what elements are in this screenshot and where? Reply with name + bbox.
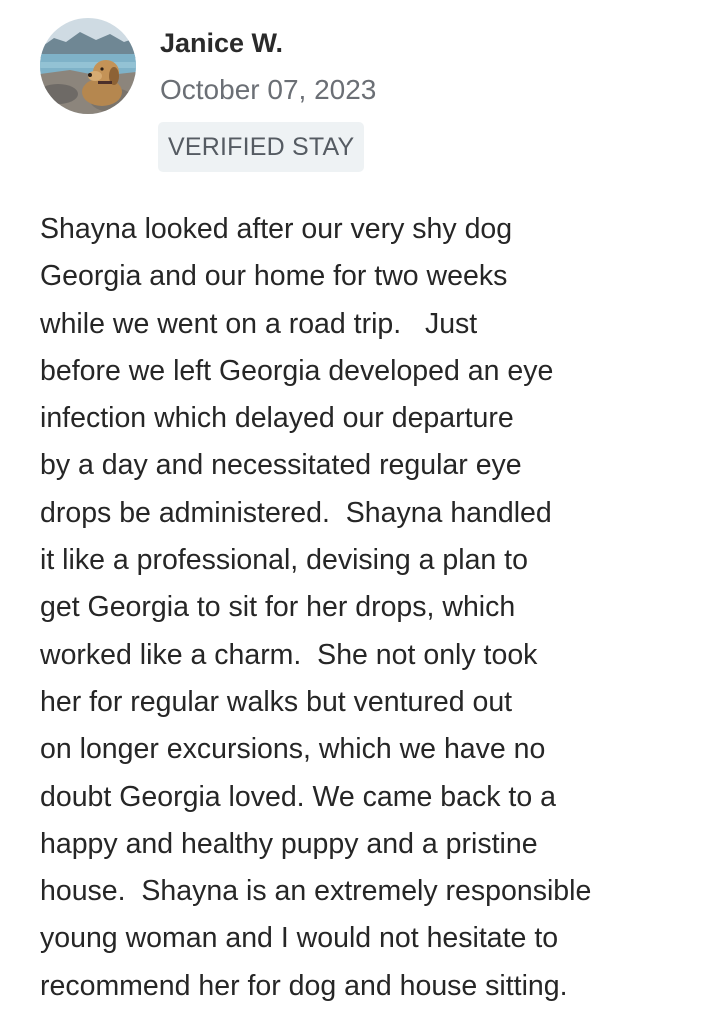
review-line: Georgia and our home for two weeks	[40, 260, 508, 293]
review-line: by a day and necessitated regular eye	[40, 449, 522, 482]
review-line: doubt Georgia loved. We came back to a	[40, 780, 556, 813]
review-line: young woman and I would not hesitate to	[40, 922, 559, 955]
verified-stay-badge: VERIFIED STAY	[158, 122, 364, 172]
review-date: October 07, 2023	[160, 74, 377, 105]
review-line: her for regular walks but ventured out	[40, 685, 513, 718]
review-line: worked like a charm. She not only took	[40, 638, 538, 671]
review-line: drops be administered. Shayna handled	[40, 496, 552, 529]
review-line: recommend her for dog and house sitting.	[40, 969, 568, 1002]
review-line: while we went on a road trip. Just	[40, 307, 478, 340]
review-line: Shayna looked after our very shy dog	[40, 213, 513, 245]
review-line: get Georgia to sit for her drops, which	[40, 591, 516, 624]
dog-avatar-photo	[40, 18, 136, 114]
review-line: on longer excursions, which we have no	[40, 733, 546, 766]
reviewer-name: Janice W.	[160, 28, 284, 58]
review-line: before we left Georgia developed an eye	[40, 354, 554, 387]
avatar[interactable]	[40, 18, 136, 114]
review-line: happy and healthy puppy and a pristine	[40, 827, 538, 860]
review-line: house. Shayna is an extremely responsible	[40, 875, 592, 908]
review-line: infection which delayed our departure	[40, 402, 514, 435]
review-line: it like a professional, devising a plan to	[40, 544, 528, 577]
review-text	[40, 206, 690, 1010]
